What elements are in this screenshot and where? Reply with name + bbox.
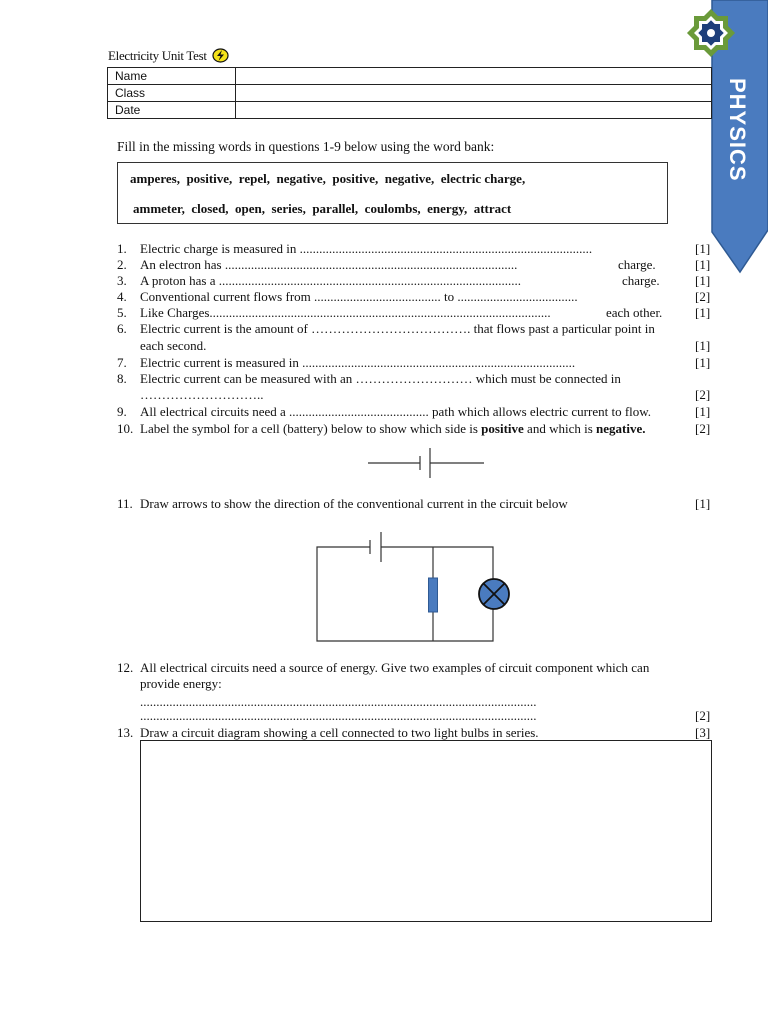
question-number: 12. <box>117 660 134 675</box>
question-number: 8. <box>117 371 127 386</box>
question-number: 6. <box>117 321 127 336</box>
question-number: 1. <box>117 241 127 256</box>
question-text: All electrical circuits need a ........................................... path which allows electric current to flow. <box>140 404 652 419</box>
question-number: 4. <box>117 289 127 304</box>
question-text: Draw arrows to show the direction of the conventional current in the circuit below <box>140 496 568 511</box>
question-text-part: Label the symbol for a cell (battery) below to show which side is <box>140 421 482 436</box>
student-info-table <box>107 67 712 119</box>
question-number: 11. <box>117 496 133 511</box>
word-bank-line-2: ammeter, closed, open, series, parallel, coulombs, energy, attract <box>133 201 512 216</box>
negative-word: negative. <box>596 421 646 436</box>
lightning-bolt-icon <box>212 48 229 63</box>
question-6-marks: [1] <box>695 338 711 353</box>
question-11-marks: [1] <box>695 496 711 511</box>
positive-word: positive <box>481 421 524 436</box>
instructions: Fill in the missing words in questions 1-9 below using the word bank: <box>117 139 495 154</box>
question-text: Conventional current flows from ....................................... to ..................................... <box>140 289 578 304</box>
question-2-marks: [1] <box>695 257 711 272</box>
question-12-marks: [2] <box>695 708 711 723</box>
question-text: Electric current can be measured with an ……………………… which must be connected in <box>140 371 621 386</box>
question-text-part: and which is <box>523 421 597 436</box>
answer-line-1[interactable]: .......................................................................................................................... <box>140 694 537 709</box>
question-13-marks: [3] <box>695 725 711 740</box>
test-title-text: Electricity Unit Test <box>108 48 207 63</box>
question-10-marks: [2] <box>695 421 711 436</box>
class-field[interactable] <box>236 85 712 102</box>
test-title <box>108 48 229 64</box>
date-label: Date <box>108 102 236 119</box>
question-number: 3. <box>117 273 127 288</box>
question-text: Electric current is measured in .................................................................................... <box>140 355 576 370</box>
cell-symbol-diagram <box>360 446 490 480</box>
question-8-line-2: ……………………….. <box>140 387 264 402</box>
question-number: 13. <box>117 725 134 740</box>
question-9-marks: [1] <box>695 404 711 419</box>
question-number: 9. <box>117 404 127 419</box>
question-number: 5. <box>117 305 127 320</box>
question-5-marks: [1] <box>695 305 711 320</box>
question-text: Electric charge is measured in .......................................................................................... <box>140 241 593 256</box>
answer-line-2[interactable]: .......................................................................................................................... <box>140 708 537 723</box>
question-number: 10. <box>117 421 134 436</box>
question-4-marks: [2] <box>695 289 711 304</box>
question-12-line-2: provide energy: <box>140 676 222 691</box>
name-field[interactable] <box>236 68 712 85</box>
name-row <box>108 68 712 85</box>
class-label: Class <box>108 85 236 102</box>
name-label: Name <box>108 68 236 85</box>
question-text: All electrical circuits need a source of energy. Give two examples of circuit component which can <box>140 660 650 675</box>
question-text: Electric current is the amount of ………………………………. that flows past a particular point in <box>140 321 655 336</box>
question-text <box>140 421 645 437</box>
question-7-marks: [1] <box>695 355 711 370</box>
question-text: A proton has a ............................................................................................. <box>140 273 521 288</box>
question-text: Like Charges......................................................................................................... <box>140 305 551 320</box>
question-5-tail: each other. <box>606 305 663 320</box>
question-text: Draw a circuit diagram showing a cell connected to two light bulbs in series. <box>140 725 539 740</box>
question-8-marks: [2] <box>695 387 711 402</box>
date-row <box>108 102 712 119</box>
drawing-answer-box[interactable] <box>140 740 712 922</box>
question-1-marks: [1] <box>695 241 711 256</box>
question-6-line-2: each second. <box>140 338 207 353</box>
lamp-icon <box>479 579 509 609</box>
question-number: 2. <box>117 257 127 272</box>
question-3-marks: [1] <box>695 273 711 288</box>
question-text: An electron has .......................................................................................... <box>140 257 518 272</box>
star-flower-logo-icon <box>684 6 738 60</box>
physics-banner-label: PHYSICS <box>725 78 750 182</box>
question-2-tail: charge. <box>618 257 656 272</box>
date-field[interactable] <box>236 102 712 119</box>
word-bank-line-1: amperes, positive, repel, negative, positive, negative, electric charge, <box>130 171 526 186</box>
parallel-circuit-diagram <box>310 530 510 646</box>
question-number: 7. <box>117 355 127 370</box>
word-bank <box>117 162 668 224</box>
question-3-tail: charge. <box>622 273 660 288</box>
class-row <box>108 85 712 102</box>
